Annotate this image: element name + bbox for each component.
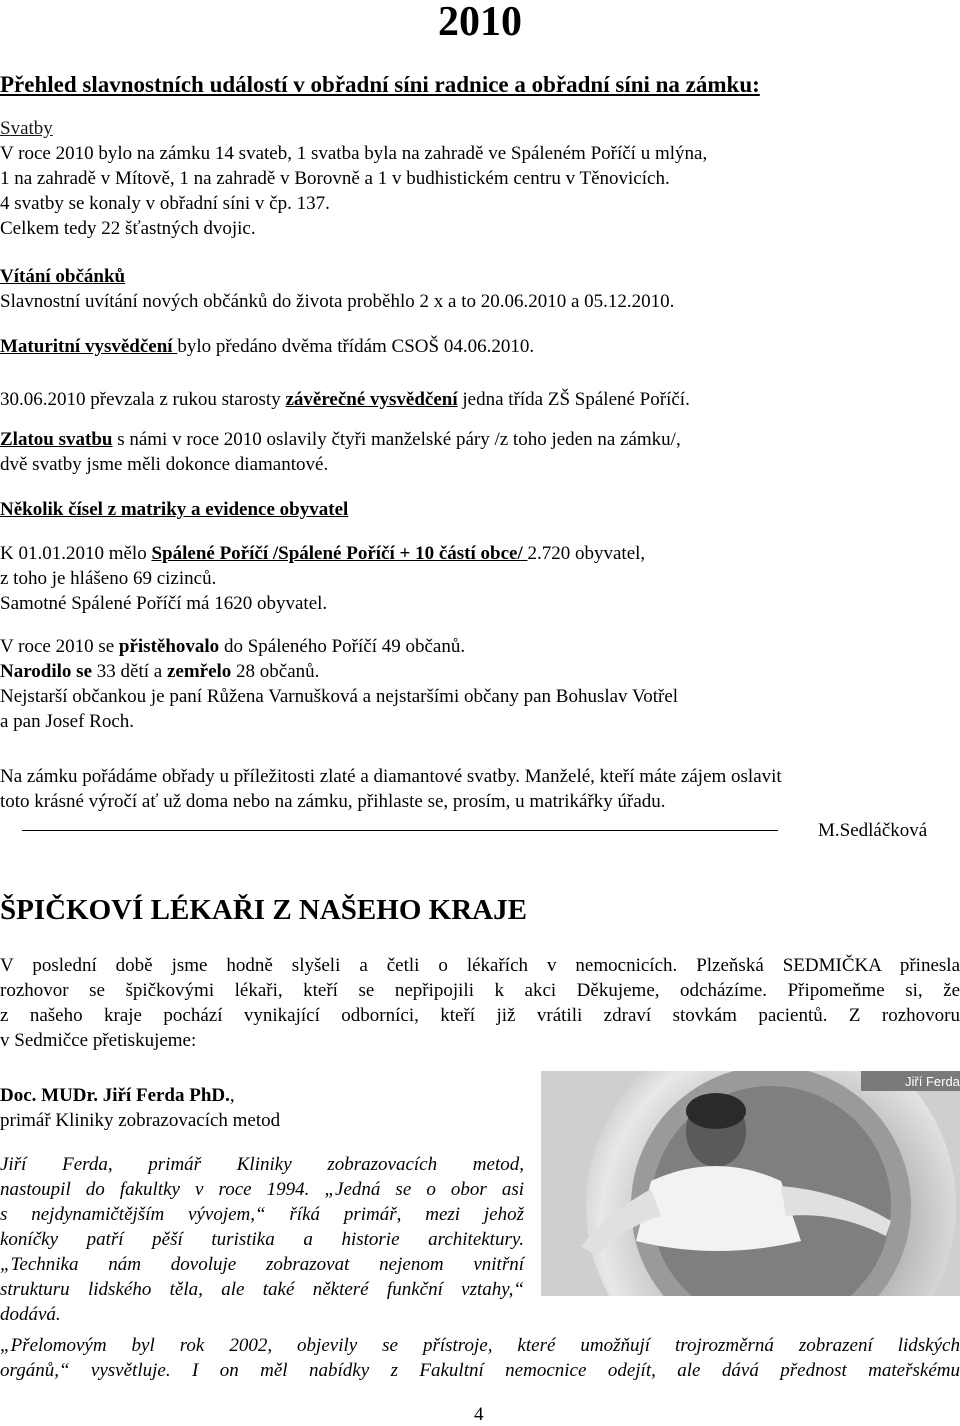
interview-line: nastoupil do fakultky v roce 1994. „Jedná se o obor asi [0, 1179, 524, 1200]
matrika-l7: a pan Josef Roch. [0, 711, 135, 732]
maturitni-line [0, 334, 940, 359]
matrika-l4-bold: přistěhovalo [118, 636, 220, 657]
year-heading: 2010 [438, 0, 522, 45]
matrika-l1-pre: K 01.01.2010 mělo [0, 543, 152, 564]
lekari-p1-line: rozhovor se špičkovými lékaři, kteří se nepřipojili k akci Děkujeme, odcházíme. Připomeňme si, že [0, 980, 960, 1001]
interview-line: „Technika nám dovoluje zobrazovat nejenom vnitřní [0, 1254, 524, 1275]
doctor-role: primář Kliniky zobrazovacích metod [0, 1110, 281, 1131]
svatby-heading: Svatby [0, 118, 53, 139]
zaverecne-label: závěrečné vysvědčení [285, 389, 458, 410]
lekari-p1-line: V poslední době jsme hodně slyšeli a četli o lékařích v nemocnicích. Plzeňská SEDMIČKA přinesla [0, 955, 960, 976]
matrika-heading-text: Několik čísel z matriky a evidence obyvatel [0, 499, 349, 520]
doctor-photo-image [541, 1071, 960, 1296]
lekari-heading: ŠPIČKOVÍ LÉKAŘI Z NAŠEHO KRAJE [0, 894, 527, 926]
zaverecne-line [0, 387, 940, 412]
zlata-line2: dvě svatby jsme měli dokonce diamantové. [0, 454, 329, 475]
photo-caption: Jiří Ferda [905, 1074, 960, 1089]
matrika-l6: Nejstarší občankou je paní Růžena Varnušková a nejstaršími občany pan Bohuslav Votřel [0, 686, 679, 707]
maturitni-label: Maturitní vysvědčení [0, 336, 178, 357]
doctor-photo [541, 1071, 960, 1296]
svatby-line: 4 svatby se konaly v obřadní síni v čp. 137. [0, 193, 330, 214]
zamek-l2: toto krásné výročí ať už doma nebo na zámku, přihlaste se, prosím, u matrikářky úřadu. [0, 791, 666, 812]
interview-text [0, 1152, 524, 1327]
matrika-heading [0, 497, 940, 522]
lekari-p1-line: v Sedmičce přetiskujeme: [0, 1030, 197, 1051]
lekari-p1-line: z našeho kraje pochází vynikající odborníci, kteří již vrátili zdraví stovkám pacientů. Z rozhovoru [0, 1005, 960, 1026]
vitani-line: Slavnostní uvítání nových občánků do života proběhlo 2 x a to 20.06.2010 a 05.12.2010. [0, 291, 675, 312]
zlata-text: s námi v roce 2010 oslavily čtyři manželské páry /z toho jeden na zámku/, [112, 429, 681, 450]
zaverecne-post: jedna třída ZŠ Spálené Poříčí. [457, 389, 690, 410]
vitani-section [0, 264, 940, 314]
interview-line: strukturu lidského těla, ale také některé funkční vztahy,“ [0, 1279, 524, 1300]
zamek-section [0, 764, 940, 814]
matrika-section [0, 541, 940, 616]
doctor-comma: , [229, 1085, 235, 1106]
matrika-l5-b2: zemřelo [166, 661, 232, 682]
matrika-l5-b1: Narodilo se [0, 661, 93, 682]
matrika-l3: Samotné Spálené Poříčí má 1620 obyvatel. [0, 593, 328, 614]
interview-line: s nejdynamičtějším vývojem,“ říká primář, mezi jehož [0, 1204, 524, 1225]
zaverecne-pre: 30.06.2010 převzala z rukou starosty [0, 389, 286, 410]
svatby-line: Celkem tedy 22 šťastných dvojic. [0, 218, 256, 239]
zamek-l1: Na zámku pořádáme obřady u příležitosti zlaté a diamantové svatby. Manželé, kteří máte zájem oslavit [0, 766, 782, 787]
page-title: Přehled slavnostních událostí v obřadní síni radnice a obřadní síni na zámku: [0, 72, 760, 97]
page-number: 4 [474, 1404, 484, 1425]
matrika-l4-pre: V roce 2010 se [0, 636, 119, 657]
zlata-label: Zlatou svatbu [0, 429, 113, 450]
lekari-paragraph [0, 953, 960, 1053]
svatby-section [0, 116, 940, 241]
maturitni-text: bylo předáno dvěma třídám CSOŠ 04.06.2010. [177, 336, 535, 357]
matrika-l2: z toho je hlášeno 69 cizinců. [0, 568, 217, 589]
vitani-heading: Vítání občánků [0, 266, 126, 287]
zlata-section [0, 427, 940, 477]
svatby-line: V roce 2010 bylo na zámku 14 svateb, 1 svatba byla na zahradě ve Spáleném Poříčí u mlýna, [0, 143, 708, 164]
matrika-l1-label: Spálené Poříčí /Spálené Poříčí + 10 částí obce/ [151, 543, 528, 564]
matrika-section-2 [0, 634, 940, 734]
matrika-l4-post: do Spáleného Poříčí 49 občanů. [219, 636, 466, 657]
interview-line: dodává. [0, 1304, 61, 1325]
signature-line [22, 830, 778, 831]
matrika-l5-m2: 28 občanů. [231, 661, 320, 682]
interview-line: Jiří Ferda, primář Kliniky zobrazovacích metod, [0, 1154, 524, 1175]
svatby-line: 1 na zahradě v Mítově, 1 na zahradě v Borovně a 1 v budhistickém centru v Těnovicích. [0, 168, 670, 189]
signature: M.Sedláčková [818, 820, 928, 841]
matrika-l5-m1: 33 dětí a [92, 661, 167, 682]
matrika-l1-post: 2.720 obyvatel, [527, 543, 646, 564]
doctor-info [0, 1083, 530, 1133]
doctor-name: Doc. MUDr. Jiří Ferda PhD. [0, 1085, 230, 1106]
interview-line: koníčky patří pěší turistika a historie architektury. [0, 1229, 524, 1250]
interview-text-full [0, 1333, 960, 1383]
interview-line: „Přelomovým byl rok 2002, objevily se přístroje, které umožňují trojrozměrná zobrazení lidských [0, 1335, 960, 1356]
interview-line: orgánů,“ vysvětluje. I on měl nabídky z Fakultní nemocnice odejít, ale dává přednost mateřskému [0, 1360, 960, 1381]
